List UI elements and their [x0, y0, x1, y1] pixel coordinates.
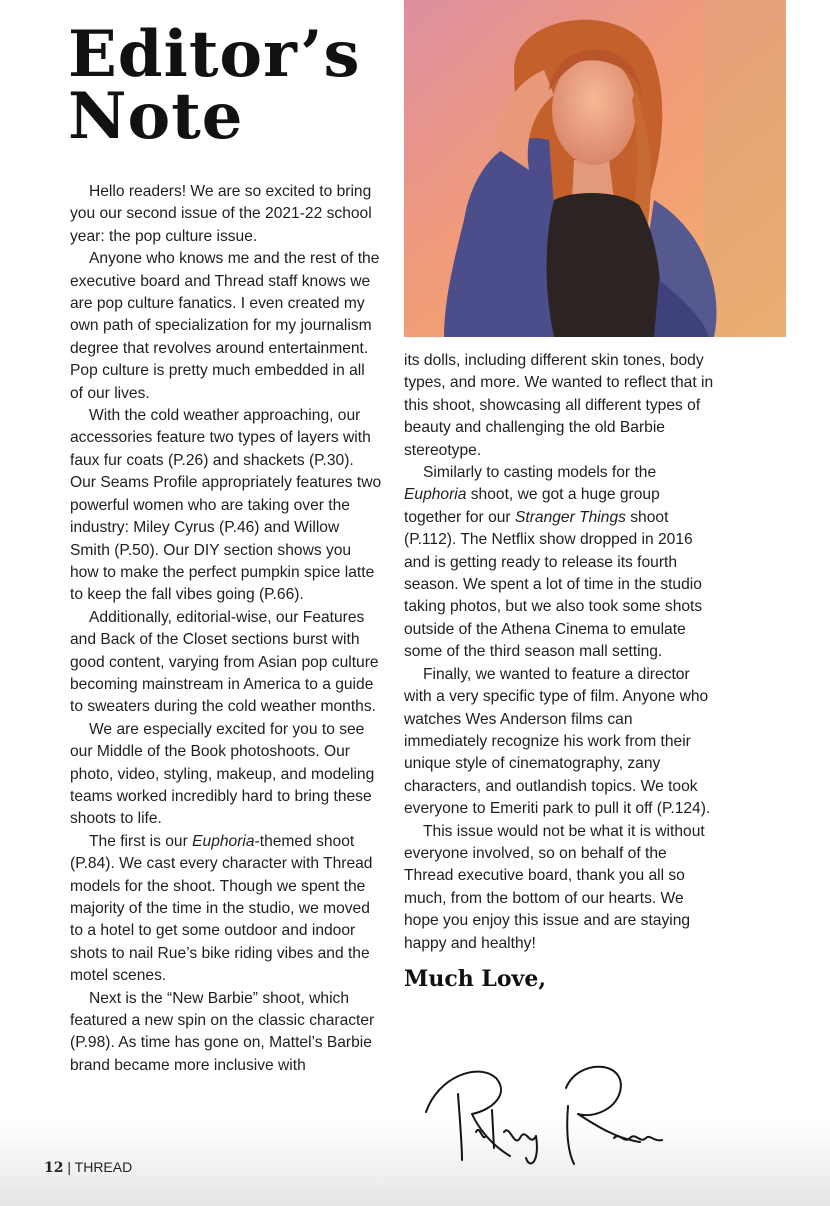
paragraph-intro: Hello readers! We are so excited to bring you our second issue of the 2021-22 school year: the pop culture issue. [70, 183, 372, 245]
page-footer [44, 1158, 132, 1177]
euphoria-text-a: The first is our [89, 832, 193, 850]
paragraph-photoshoots: We are especially excited for you to see our Middle of the Book photoshoots. Our photo, video, styling, makeup, and modeling teams worked incredibly hard to bring these shoots to life. [70, 720, 375, 828]
editor-signature [418, 1052, 668, 1172]
page-number: 12 [44, 1160, 64, 1176]
stranger-text-b: shoot, we got a huge group together for our [404, 486, 660, 526]
euphoria-text-b: -themed shoot (P.84). We cast every character with Thread models for the shoot. Though we spent the majority of the time in the studio, we moved to a hotel to get some outdoor and indoor shots to nail Rue’s bike riding vibes and the motel scenes. [70, 832, 373, 985]
paragraph-accessories: With the cold weather approaching, our accessories feature two types of layers with faux fur coats (P.26) and shackets (P.30). Our Seams Profile appropriately features two powerful women who are taking over the industry: Miley Cyrus (P.46) and Willow Smith (P.50). Our DIY section shows you how to make the perfect pumpkin spice latte to keep the fall vibes going (P.66). [70, 407, 382, 604]
paragraph-euphoria-shoot [70, 831, 382, 988]
euphoria-title: Euphoria [192, 832, 255, 850]
editor-portrait-photo [404, 0, 786, 337]
paragraph-wes-anderson: Finally, we wanted to feature a director with a very specific type of film. Anyone who watches Wes Anderson films can immediately recognize his work from their unique style of cinematography, zany characters, and outlandish topics. We took everyone to Emeriti park to pull it off (P.124). [404, 665, 711, 818]
signature-icon [418, 1052, 668, 1172]
page-title [68, 17, 361, 154]
paragraph-barbie-continued: its dolls, including different skin tones, body types, and more. We wanted to reflect that in this shoot, showcasing all different types of beauty and challenging the old Barbie stereotype. [404, 352, 714, 459]
portrait-illustration [404, 0, 786, 337]
footer-separator: | [63, 1159, 75, 1175]
paragraph-editorial: Additionally, editorial-wise, our Features and Back of the Closet sections burst with good content, varying from Asian pop culture becoming mainstream in America to a guide to sweaters during the cold weather months. [70, 608, 379, 716]
euphoria-title-2: Euphoria [404, 486, 467, 504]
publication-name: THREAD [74, 1159, 133, 1175]
title-line-1: Editor’s [68, 17, 361, 92]
paragraph-stranger-things [404, 462, 718, 664]
paragraph-thank-you: This issue would not be what it is without everyone involved, so on behalf of the Thread executive board, thank you all so much, from the bottom of our hearts. We hope you enjoy this issue and are staying happy and healthy! [404, 822, 705, 952]
article-column-left [70, 181, 382, 1077]
title-line-2: Note [68, 79, 244, 154]
paragraph-pop-culture-fanatics: Anyone who knows me and the rest of the executive board and Thread staff knows we are pop culture fanatics. I even created my own path of specialization for my journalism degree that revolves around entertainment. Pop culture is pretty much embedded in all of our lives. [70, 250, 380, 402]
stranger-text-a: Similarly to casting models for the [423, 464, 657, 482]
signoff: Much Love, [404, 965, 546, 992]
paragraph-new-barbie: Next is the “New Barbie” shoot, which featured a new spin on the classic character (P.98). As time has gone on, Mattel’s Barbie brand became more inclusive with [70, 989, 375, 1074]
article-column-right [404, 350, 718, 993]
stranger-text-c: shoot (P.112). The Netflix show dropped in 2016 and is getting ready to release its fourth season. We spent a lot of time in the studio taking photos, but we also took some shots outside of the Athena Cinema to emulate some of the third season mall setting. [404, 508, 703, 661]
stranger-things-title: Stranger Things [514, 508, 626, 526]
